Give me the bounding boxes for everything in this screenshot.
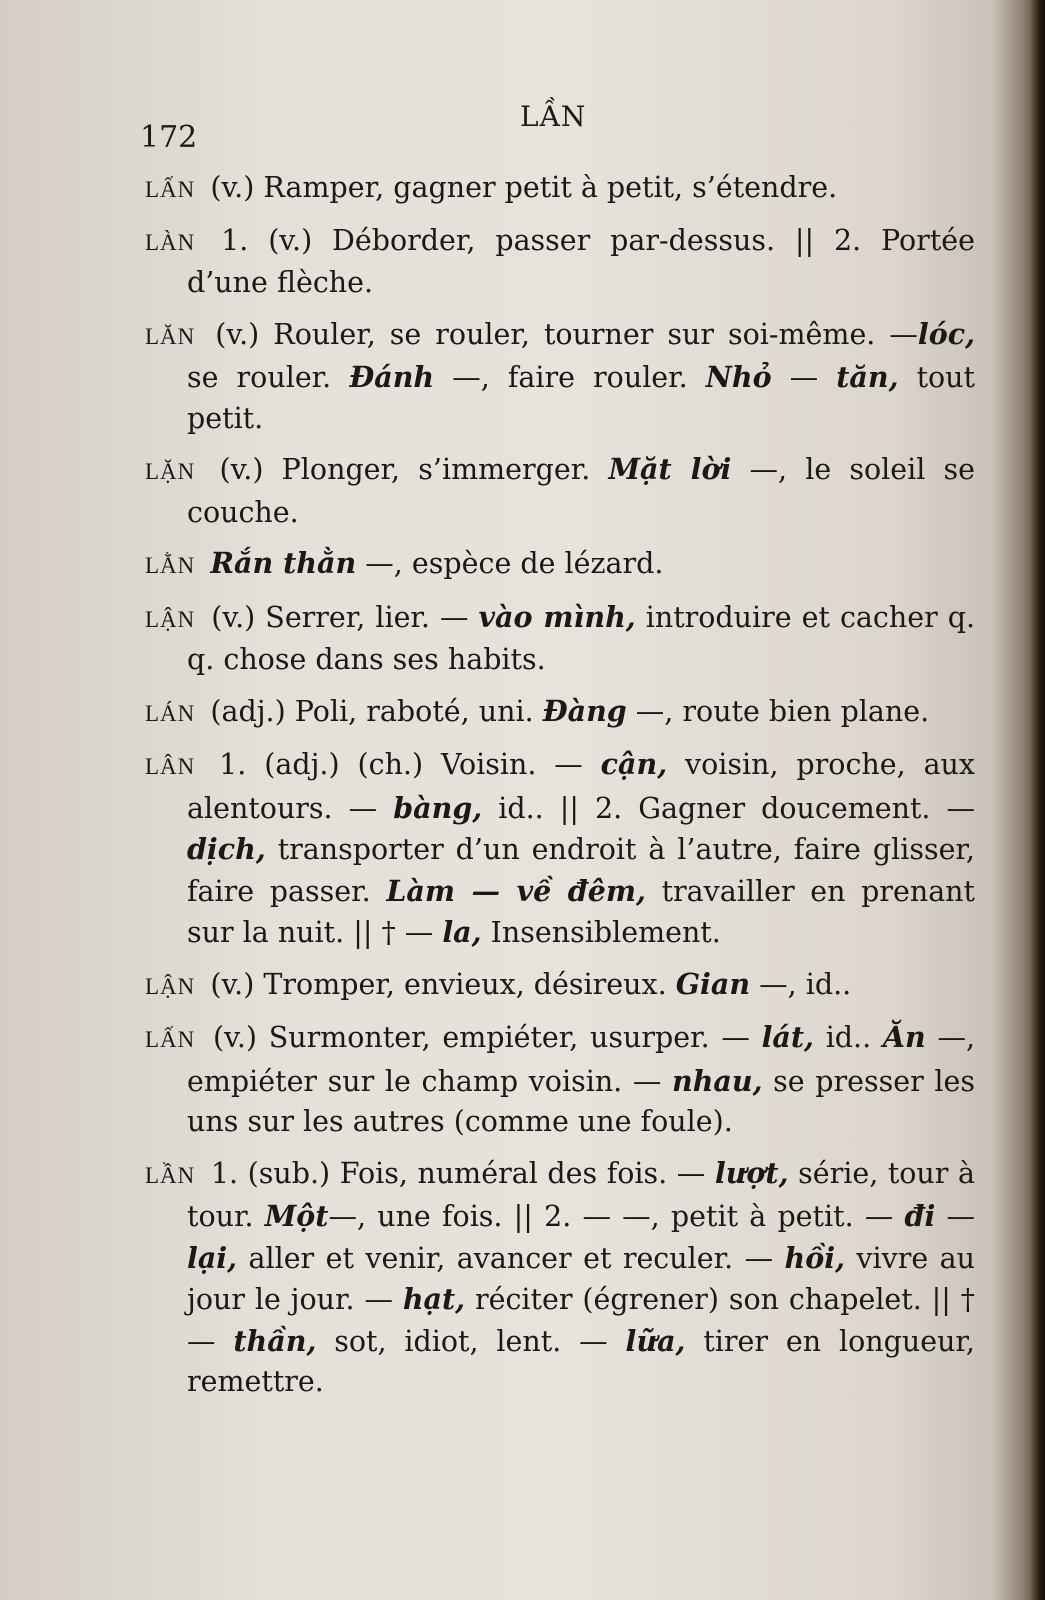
entry-headword: LÀN [145, 229, 196, 255]
dictionary-entry [145, 449, 975, 533]
entry-example: đi [904, 1199, 936, 1233]
entry-headword: LẶN [145, 459, 196, 484]
entry-text: — [935, 1200, 975, 1233]
entry-text: (v.) Rouler, se rouler, tourner sur soi-même. — [215, 317, 918, 351]
dictionary-entry [145, 1153, 975, 1403]
entry-text: série, tour à tour. [187, 1156, 975, 1233]
entry-text: transporter d’un endroit à l’autre, faire glisser, faire passer. [187, 833, 975, 908]
entry-example: nhau, [671, 1063, 763, 1098]
entry-text: (v.) Serrer, lier. — [211, 600, 479, 634]
page-header [140, 92, 960, 155]
entry-text: se rouler. [187, 361, 350, 394]
entry-text: id.. || 2. Gagner doucement. — [482, 791, 975, 825]
entry-example: Gian [675, 966, 751, 1001]
page-number: 172 [140, 120, 198, 155]
entry-example: lát, [761, 1020, 814, 1054]
entry-headword: LÂN [145, 754, 196, 779]
entry-headword: LẤN [145, 1027, 196, 1052]
entry-headword: LẬN [145, 973, 196, 999]
entry-example: lượt, [714, 1155, 789, 1190]
entry-text: réciter (égrener) son chapelet. || † — [187, 1283, 975, 1358]
entry-example: Rắn thằn [210, 546, 357, 580]
entry-text: —, faire rouler. [434, 361, 706, 394]
entry-example: Làm — về đêm, [386, 873, 646, 908]
entry-example: lại, [187, 1240, 238, 1275]
dictionary-entry [145, 1017, 975, 1143]
dictionary-body [145, 168, 975, 1413]
dictionary-entry [145, 597, 975, 681]
entry-text: Insensiblement. [481, 916, 721, 949]
entry-text: 1. (sub.) Fois, numéral des fois. — [210, 1156, 715, 1190]
entry-example: Ăn [882, 1020, 926, 1054]
entry-example: vào mình, [478, 599, 636, 634]
entry-text: aller et venir, avancer et reculer. — [237, 1241, 785, 1275]
entry-headword: LÁN [145, 700, 196, 726]
entry-text: —, id.. [750, 967, 852, 1001]
entry-text: —, le soleil se couche. [187, 453, 976, 529]
entry-text: travailler en prenant sur la nuit. || † — [187, 874, 975, 949]
entry-text: tirer en longueur, remettre. [187, 1324, 975, 1398]
dictionary-entry [145, 314, 975, 440]
entry-text: (v.) Tromper, envieux, désireux. [210, 967, 676, 1001]
entry-example: Đàng [542, 693, 627, 728]
running-head: LẦN [520, 100, 587, 133]
entry-headword: LẤN [145, 177, 196, 202]
entry-example: Một [264, 1199, 329, 1233]
dictionary-entry [145, 691, 975, 735]
entry-text: introduire et cacher q. q. chose dans ses habits. [187, 600, 976, 676]
entry-text: —, une fois. || 2. — —, petit à petit. — [328, 1200, 905, 1233]
entry-example: Mặt lời [608, 452, 732, 486]
dictionary-entry [145, 543, 975, 587]
entry-text: (adj.) Poli, raboté, uni. [210, 694, 543, 728]
entry-text: voisin, proche, aux alentours. — [187, 748, 975, 825]
entry-example: hồi, [784, 1240, 845, 1275]
dictionary-entry [145, 744, 975, 954]
entry-example: dịch, [187, 832, 266, 866]
entry-example: thần, [233, 1323, 317, 1358]
entry-example: hạt, [402, 1282, 466, 1316]
entry-text: tout petit. [187, 361, 975, 435]
entry-example: cận, [600, 747, 668, 781]
entry-headword: LẬN [145, 606, 196, 632]
dictionary-entry [145, 964, 975, 1008]
entry-text: (v.) Ramper, gagner petit à petit, s’étendre. [210, 171, 838, 204]
page-gutter-shadow [1031, 0, 1045, 1600]
entry-headword: LẦN [145, 1162, 196, 1188]
entry-example: Đánh [349, 360, 435, 394]
entry-text: sot, idiot, lent. — [316, 1324, 626, 1358]
entry-example: lóc, [917, 316, 975, 351]
dictionary-entry [145, 168, 975, 211]
entry-text: 1. (v.) Déborder, passer par-dessus. || 2. Portée d’une flèche. [187, 223, 975, 299]
entry-example: lữa, [625, 1323, 686, 1358]
entry-text: 1. (adj.) (ch.) Voisin. — [219, 748, 601, 781]
entry-text: se presser les uns sur les autres (comme une foule). [187, 1064, 975, 1138]
entry-text: id.. [813, 1021, 883, 1054]
entry-example: bàng, [393, 790, 483, 825]
entry-text: (v.) Plonger, s’immerger. [219, 453, 609, 486]
entry-example: la, [442, 915, 482, 949]
entry-example: Nhỏ [705, 360, 772, 394]
entry-text: —, espèce de lézard. [356, 547, 664, 580]
entry-text: vivre au jour le jour. — [187, 1241, 976, 1316]
entry-text: — [771, 361, 837, 394]
dictionary-entry [145, 221, 975, 304]
entry-headword: LẰN [145, 553, 196, 578]
entry-text: —, empiéter sur le champ voisin. — [187, 1021, 976, 1098]
entry-headword: LĂN [145, 323, 196, 349]
entry-text: —, route bien plane. [626, 694, 930, 728]
entry-example: tăn, [836, 360, 899, 394]
entry-text: (v.) Surmonter, empiéter, usurper. — [213, 1021, 762, 1054]
